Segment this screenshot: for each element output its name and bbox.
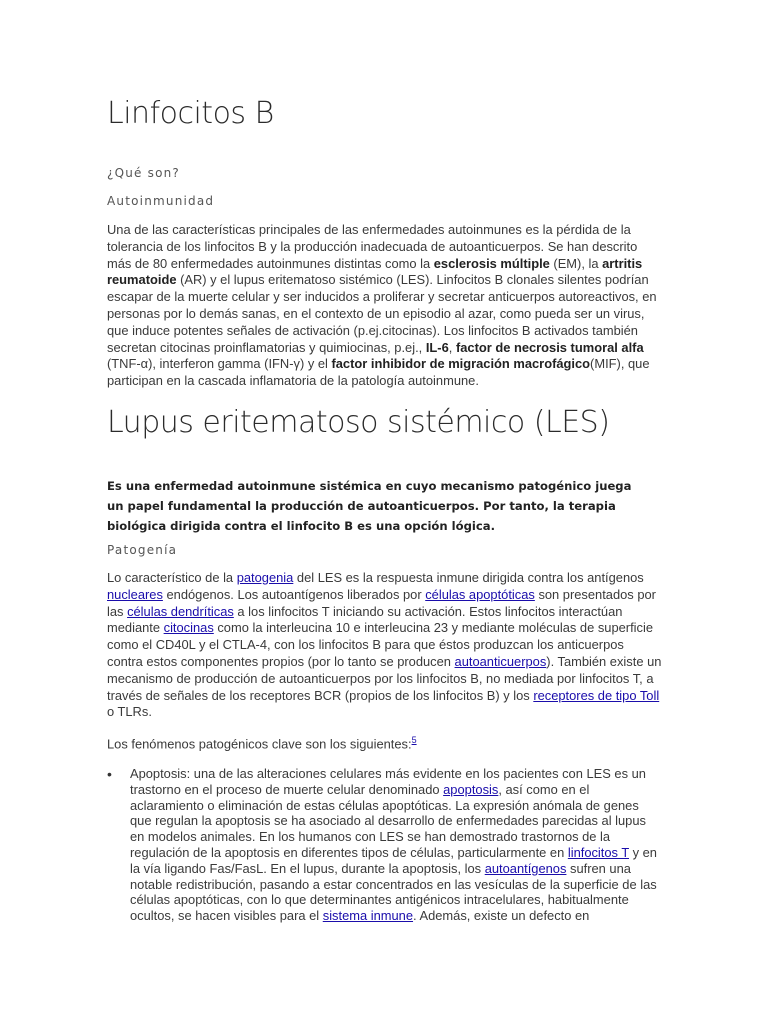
link-receptores-toll[interactable]: receptores de tipo Toll xyxy=(533,687,660,703)
link-autoantigenos[interactable]: autoantígenos xyxy=(484,860,567,876)
paragraph-patogenia: Lo característico de la patogenia del LES es la respuesta inmune dirigida contra los antígenos nucleares endógenos. Los autoantígenos liberados por células apoptóticas son presentados por las células dendríticas a los linfocitos T iniciando su activación. Estos linfocitos interactúan mediante citocinas como la interleucina 10 e interleucina 23 y mediante moléculas de superficie como el CD40L y el CTLA-4, con los linfocitos B para que éstos produzcan los anticuerpos contra estos componentes propios (por lo tanto se producen autoanticuerpos). También existe un mecanismo de producción de autoanticuerpos por los linfocitos B, no mediada por linfocitos T, a través de señales de los receptores BCR (propios de los linfocitos B) y los receptores de tipo Toll o TLRs. xyxy=(107,570,662,720)
reference-link[interactable]: 5 xyxy=(411,735,417,745)
link-citocinas[interactable]: citocinas xyxy=(163,620,214,636)
link-nucleares[interactable]: nucleares xyxy=(107,586,163,602)
intro-paragraph: Es una enfermedad autoinmune sistémica en cuyo mecanismo patogénico juega un papel fundamental la producción de autoanticuerpos. Por tanto, la terapia biológica dirigida contra el linfocito B es una opción lógica. xyxy=(107,479,632,533)
list-item: Apoptosis: una de las alteraciones celulares más evidente en los pacientes con LES es un trastorno en el proceso de muerte celular denominado apoptosis, así como en el aclaramiento o eliminación de estas células apoptóticas. La expresión anómala de genes que regulan la apoptosis se ha asociado al desarrollo de enfermedades parecidas al lupus en modelos animales. En los humanos con LES se han demostrado trastornos de la regulación de la apoptosis en diferentes tipos de células, particularmente en linfocitos T y en la vía ligando Fas/FasL. En el lupus, durante la apoptosis, los autoantígenos sufren una notable redistribución, pasando a estar concentrados en las vesículas de la superficie de las células apoptóticas, con lo que determinantes antigénicos intracelulares, habitualmente ocultos, se hacen visibles para el sistema inmune. Además, existe un defecto en xyxy=(130,766,657,924)
link-sistema-inmune[interactable]: sistema inmune xyxy=(322,908,414,924)
bold-mif: factor inhibidor de migración macrofágico xyxy=(331,356,591,372)
bullet-icon: • xyxy=(107,766,112,782)
link-celulas-dendriticas[interactable]: células dendríticas xyxy=(127,603,234,619)
link-linfocitos-t[interactable]: linfocitos T xyxy=(567,844,629,860)
link-celulas-apoptoticas[interactable]: células apoptóticas xyxy=(425,586,535,602)
page-title: Linfocitos B xyxy=(107,96,274,131)
link-autoanticuerpos[interactable]: autoanticuerpos xyxy=(454,653,547,669)
subheading-autoinmunidad: Autoinmunidad xyxy=(107,194,215,208)
subheading-patogenia: Patogenía xyxy=(107,543,178,557)
bold-artritis: artritis reumatoide xyxy=(107,255,643,288)
bold-tnf: factor de necrosis tumoral alfa xyxy=(455,339,644,355)
link-patogenia[interactable]: patogenia xyxy=(236,570,294,585)
paragraph-autoinmunidad: Una de las características principales de las enfermedades autoinmunes es la pérdida de la tolerancia de los linfocitos B y la producción inadecuada de autoanticuerpos. Se han descrito más de 80 enfermedades autoinmunes distintas como la esclerosis múltiple (EM), la artritis reumatoide (AR) y el lupus eritematoso sistémico (LES). Linfocitos B clonales silentes podrían escapar de la muerte celular y ser inducidos a proliferar y secretar anticuerpos autoreactivos, en personas por lo demás sanas, en el contexto de un episodio al azar, como pueda ser un virus, que induce potentes señales de activación (p.ej.citocinas). Los linfocitos B activados también secretan citocinas proinflamatorias y quimiocinas, p.ej., IL-6, factor de necrosis tumoral alfa (TNF-α), interferon gamma (IFN-γ) y el factor inhibidor de migración macrofágico(MIF), que participan en la cascada inflamatoria de la patología autoinmune. xyxy=(107,222,657,389)
paragraph-fenomenos: Los fenómenos patogénicos clave son los siguientes:$^5$ xyxy=(107,735,417,752)
bold-esclerosis: esclerosis múltiple xyxy=(433,255,550,271)
bold-il6: IL-6 xyxy=(425,339,449,355)
heading-lupus: Lupus eritematoso sistémico (LES) xyxy=(107,405,610,440)
subheading-que-son: ¿Qué son? xyxy=(107,166,180,180)
link-apoptosis[interactable]: apoptosis xyxy=(443,781,499,797)
